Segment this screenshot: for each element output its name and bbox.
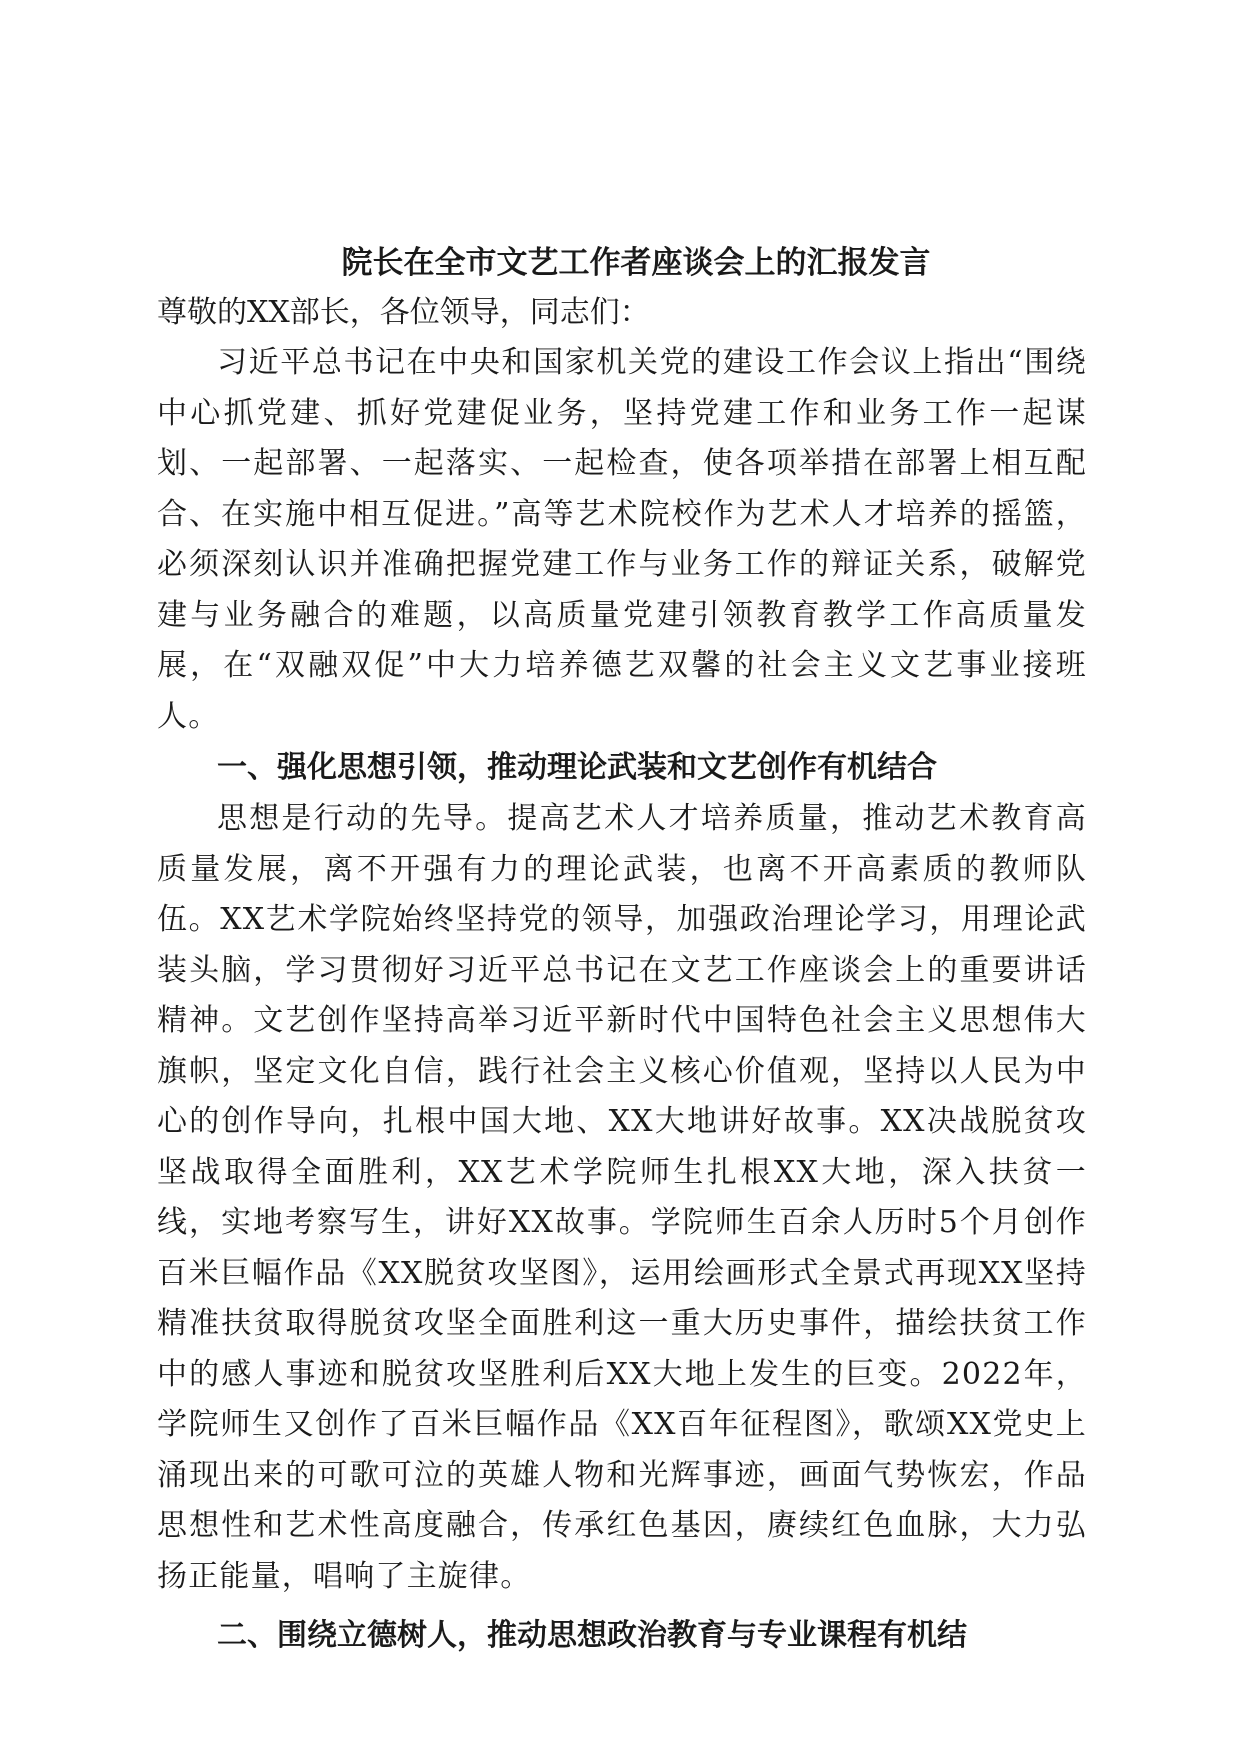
document-page [157, 238, 1087, 1662]
salutation: 尊敬的XX部长，各位领导，同志们： [157, 295, 650, 330]
section-heading-1: 一、强化思想引领，推动理论武装和文艺创作有机结合 [217, 750, 937, 785]
intro-paragraph: 习近平总书记在中央和国家机关党的建设工作会议上指出“围绕中心抓党建、抓好党建促业务，坚持党建工作和业务工作一起谋划、一起部署、一起落实、一起检查，使各项举措在部署上相互配合、在实施中相互促进。”高等艺术院校作为艺术人才培养的摇篮，必须深刻认识并准确把握党建工作与业务工作的辩证关系，破解党建与业务融合的难题，以高质量党建引领教育教学工作高质量发展，在“双融双促”中大力培养德艺双馨的社会主义文艺事业接班人。 [157, 345, 1087, 734]
section-heading-2: 二、围绕立德树人，推动思想政治教育与专业课程有机结 [217, 1618, 967, 1653]
section-1-paragraph: 思想是行动的先导。提高艺术人才培养质量，推动艺术教育高质量发展，离不开强有力的理论武装，也离不开高素质的教师队伍。XX艺术学院始终坚持党的领导，加强政治理论学习，用理论武装头脑，学习贯彻好习近平总书记在文艺工作座谈会上的重要讲话精神。文艺创作坚持高举习近平新时代中国特色社会主义思想伟大旗帜，坚定文化自信，践行社会主义核心价值观，坚持以人民为中心的创作导向，扎根中国大地、XX大地讲好故事。XX决战脱贫攻坚战取得全面胜利，XX艺术学院师生扎根XX大地，深入扶贫一线，实地考察写生，讲好XX故事。学院师生百余人历时5个月创作百米巨幅作品《XX脱贫攻坚图》，运用绘画形式全景式再现XX坚持精准扶贫取得脱贫攻坚全面胜利这一重大历史事件，描绘扶贫工作中的感人事迹和脱贫攻坚胜利后XX大地上发生的巨变。2022年，学院师生又创作了百米巨幅作品《XX百年征程图》，歌颂XX党史上涌现出来的可歌可泣的英雄人物和光辉事迹，画面气势恢宏，作品思想性和艺术性高度融合，传承红色基因，赓续红色血脉，大力弘扬正能量，唱响了主旋律。 [157, 801, 1087, 1594]
document-title: 院长在全市文艺工作者座谈会上的汇报发言 [341, 245, 931, 281]
